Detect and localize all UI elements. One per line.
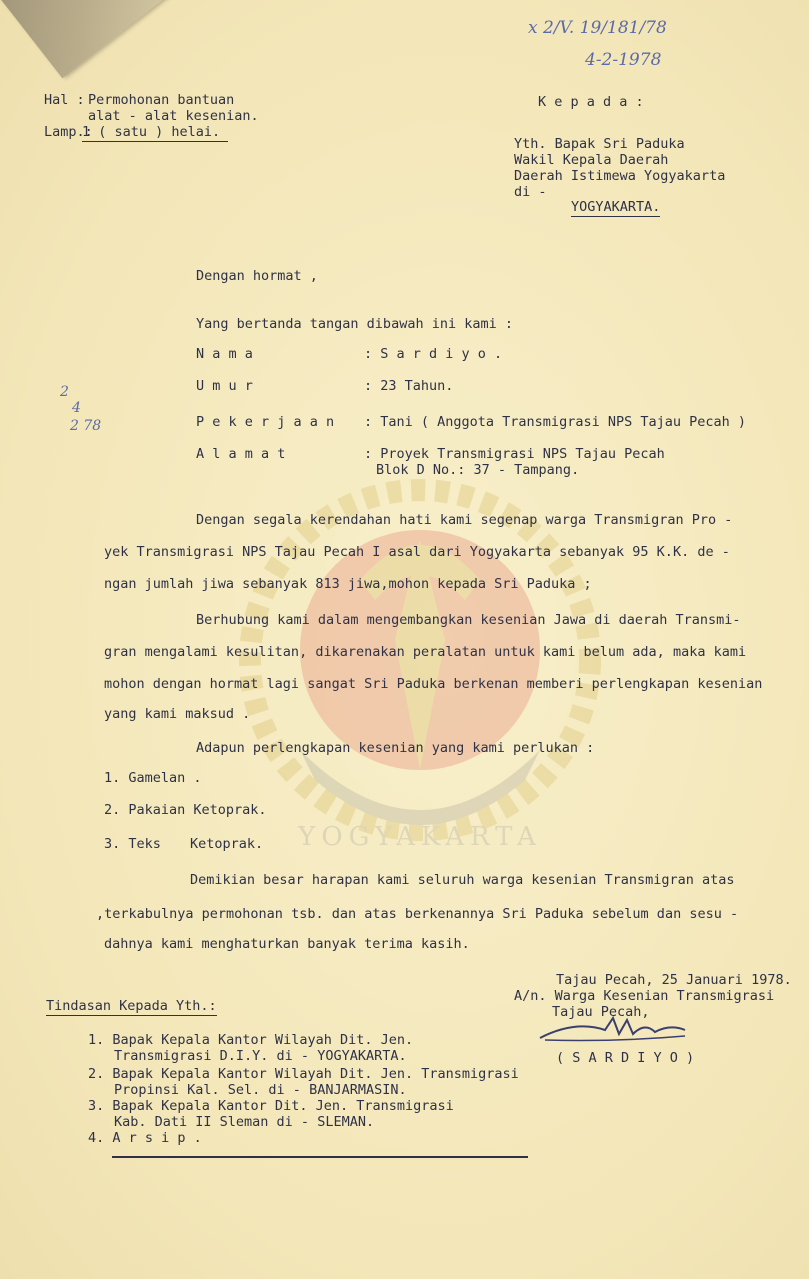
item-teks-ketoprak: Ketoprak. xyxy=(190,836,264,852)
lamp-label: Lamp.: xyxy=(44,124,93,140)
body-p2-line-3: mohon dengan hormat lagi sangat Sri Paduka berkenan memberi perlengkapan kesenian xyxy=(104,676,763,692)
recipient-line-1: Yth. Bapak Sri Paduka xyxy=(514,136,685,152)
cc-line-5: 3. Bapak Kepala Kantor Dit. Jen. Transmigrasi xyxy=(88,1098,454,1114)
margin-note-1: 2 xyxy=(60,384,69,400)
closing-place: Tajau Pecah, xyxy=(552,1004,650,1020)
margin-note-3: 2 78 xyxy=(70,418,102,434)
identity-value-pekerjaan: : Tani ( Anggota Transmigrasi NPS Tajau Pecah ) xyxy=(364,414,747,430)
body-p2-line-2: gran mengalami kesulitan, dikarenakan peralatan untuk kami belum ada, maka kami xyxy=(104,644,747,660)
identity-value-umur: : 23 Tahun. xyxy=(364,378,454,394)
body-p1-line-2: yek Transmigrasi NPS Tajau Pecah I asal dari Yogyakarta sebanyak 95 K.K. de - xyxy=(104,544,730,560)
recipient-line-3: Daerah Istimewa Yogyakarta xyxy=(514,168,726,184)
item-teks: 3. Teks xyxy=(104,836,161,852)
recipient-line-4: di - xyxy=(514,184,547,200)
identity-label-alamat: A l a m a t xyxy=(196,446,286,462)
hal-text-2: alat - alat kesenian. xyxy=(88,108,259,124)
cc-title: Tindasan Kepada Yth.: xyxy=(46,998,217,1014)
recipient-city: YOGYAKARTA. xyxy=(571,199,661,215)
identity-label-pekerjaan: P e k e r j a a n xyxy=(196,414,335,430)
watermark-text: YOGYAKARTA xyxy=(298,822,542,852)
cc-line-1: 1. Bapak Kepala Kantor Wilayah Dit. Jen. xyxy=(88,1032,414,1048)
identity-value-nama: : S a r d i y o . xyxy=(364,346,503,362)
cc-line-3: 2. Bapak Kepala Kantor Wilayah Dit. Jen. Transmigrasi xyxy=(88,1066,519,1082)
body-p3: Adapun perlengkapan kesenian yang kami perlukan : xyxy=(196,740,595,756)
recipient-line-2: Wakil Kepala Daerah xyxy=(514,152,669,168)
identity-label-umur: U m u r xyxy=(196,378,253,394)
cc-line-6: Kab. Dati II Sleman di - SLEMAN. xyxy=(114,1114,375,1130)
closing-on-behalf: A/n. Warga Kesenian Transmigrasi xyxy=(514,988,775,1004)
body-p1-line-1: Dengan segala kerendahan hati kami segenap warga Transmigran Pro - xyxy=(196,512,733,528)
greeting: Dengan hormat , xyxy=(196,268,318,284)
closing-place-date: Tajau Pecah, 25 Januari 1978. xyxy=(556,972,792,988)
kepada-label: K e p a d a : xyxy=(538,94,644,110)
cc-bottom-rule xyxy=(112,1156,528,1158)
item-gamelan: 1. Gamelan . xyxy=(104,770,202,786)
hal-label: Hal : xyxy=(44,92,85,108)
body-p1-line-3: ngan jumlah jiwa sebanyak 813 jiwa,mohon kepada Sri Paduka ; xyxy=(104,576,592,592)
body-p4-line-1: Demikian besar harapan kami seluruh warga kesenian Transmigran atas xyxy=(190,872,735,888)
handwritten-date: 4-2-1978 xyxy=(585,50,662,70)
body-p4-line-3: dahnya kami menghaturkan banyak terima kasih. xyxy=(104,936,470,952)
body-p2-line-1: Berhubung kami dalam mengembangkan kesenian Jawa di daerah Transmi- xyxy=(196,612,741,628)
item-pakaian: 2. Pakaian Ketoprak. xyxy=(104,802,267,818)
cc-line-4: Propinsi Kal. Sel. di - BANJARMASIN. xyxy=(114,1082,407,1098)
identity-label-nama: N a m a xyxy=(196,346,253,362)
cc-line-7: 4. A r s i p . xyxy=(88,1130,202,1146)
intro: Yang bertanda tangan dibawah ini kami : xyxy=(196,316,513,332)
identity-value-alamat: : Proyek Transmigrasi NPS Tajau Pecah xyxy=(364,446,665,462)
address-line-2: Blok D No.: 37 - Tampang. xyxy=(376,462,580,478)
closing-signer: ( S A R D I Y O ) xyxy=(556,1050,695,1066)
cc-line-2: Transmigrasi D.I.Y. di - YOGYAKARTA. xyxy=(114,1048,407,1064)
handwritten-reference-number: x 2/V. 19/181/78 xyxy=(528,18,667,38)
lamp-text: 1 ( satu ) helai. xyxy=(82,124,228,142)
body-p2-line-4: yang kami maksud . xyxy=(104,706,251,722)
folded-corner xyxy=(0,0,188,78)
margin-note-2: 4 xyxy=(72,400,81,416)
hal-text: Permohonan bantuan xyxy=(88,92,235,108)
body-p4-line-2: ,terkabulnya permohonan tsb. dan atas berkenannya Sri Paduka sebelum dan sesu - xyxy=(96,906,739,922)
signature xyxy=(535,1010,695,1050)
